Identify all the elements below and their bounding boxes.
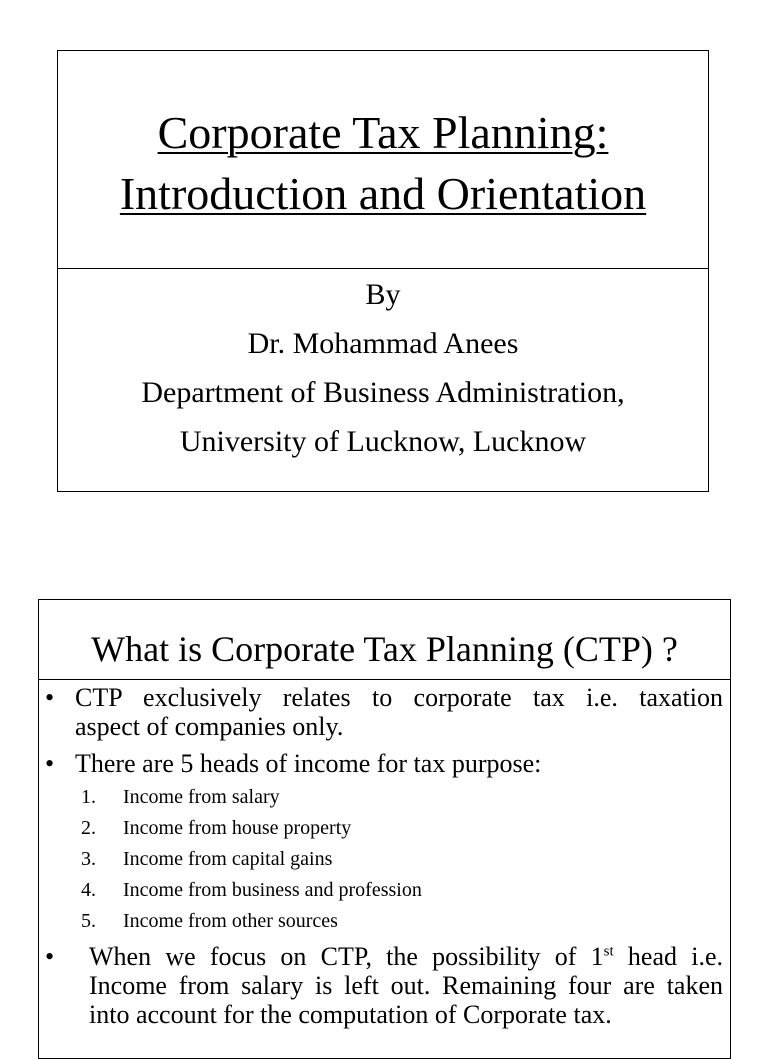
by-label: By (365, 278, 401, 311)
bullet-text (75, 683, 723, 741)
ctp-slide (38, 599, 731, 1059)
department-name: Department of Business Administration, (141, 376, 625, 409)
list-item-number: 1. (81, 786, 96, 808)
list-item-label: Income from capital gains (123, 848, 333, 870)
bullet-icon: • (45, 749, 55, 778)
list-item-number: 4. (81, 879, 96, 901)
list-item-number: 3. (81, 848, 96, 870)
bullet-text: There are 5 heads of income for tax purpose: (75, 749, 542, 778)
list-item-label: Income from business and profession (123, 879, 422, 901)
bullet-text (89, 942, 723, 1029)
list-item-number: 5. (81, 910, 96, 932)
bullet-text-line (89, 942, 723, 971)
ordinal-suffix: st (603, 943, 614, 960)
author-box (58, 269, 708, 491)
list-item-label: Income from house property (123, 817, 352, 839)
bullet-text-line: CTP exclusively relates to corporate tax i.e. taxation (75, 683, 723, 712)
ctp-slide-title: What is Corporate Tax Planning (CTP) ? (91, 629, 678, 669)
bullet-text-line: aspect of companies only. (75, 712, 344, 741)
title-slide (57, 50, 709, 492)
author-name: Dr. Mohammad Anees (247, 327, 519, 360)
bullet-text-part: When we focus on CTP, the possibility of 1 (89, 942, 604, 971)
title-box (58, 51, 708, 269)
list-item-number: 2. (81, 817, 96, 839)
list-item-label: Income from salary (123, 786, 280, 808)
bullet-text-line: Income from salary is left out. Remaining four are taken (89, 971, 723, 1000)
university-name: University of Lucknow, Lucknow (179, 425, 587, 458)
bullet-text-part: head i.e. (613, 942, 723, 971)
title-line-2: Introduction and Orientation (119, 168, 647, 219)
bullet-icon: • (45, 942, 55, 971)
list-item-label: Income from other sources (123, 910, 338, 932)
title-line-1: Corporate Tax Planning: (157, 107, 609, 158)
bullet-text-line: into account for the computation of Corporate tax. (89, 1000, 612, 1029)
bullet-icon: • (45, 683, 55, 712)
ctp-slide-header (39, 600, 730, 680)
